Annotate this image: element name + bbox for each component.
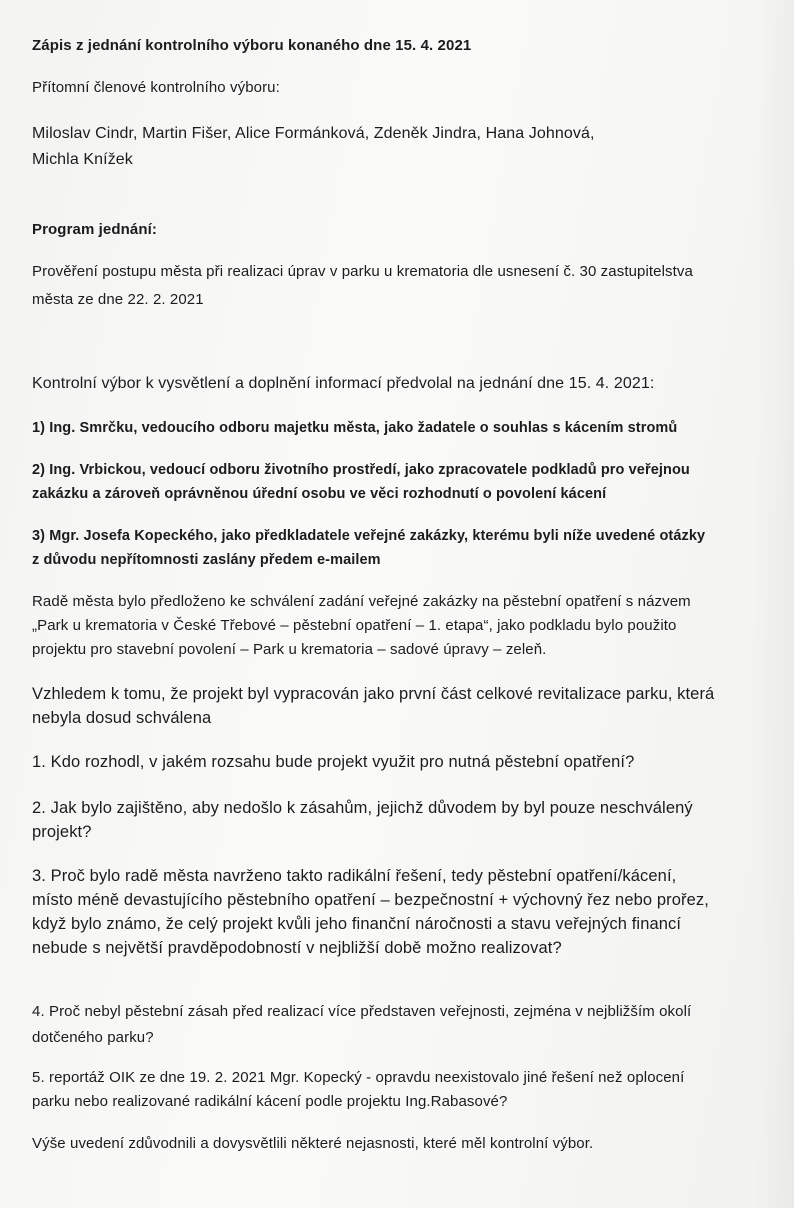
program-heading: Program jednání: bbox=[32, 221, 157, 238]
members-heading: Přítomní členové kontrolního výboru: bbox=[32, 79, 280, 96]
question-1: 1. Kdo rozhodl, v jakém rozsahu bude projekt využit pro nutná pěstební opatření? bbox=[32, 753, 635, 771]
question-3: 3. Proč bylo radě města navrženo takto radikální řešení, tedy pěstební opatření/kácení, bbox=[32, 867, 677, 885]
members-line: Michla Knížek bbox=[32, 151, 133, 168]
question-2: 2. Jak bylo zajištěno, aby nedošlo k zásahům, jejichž důvodem by byl pouze neschválený bbox=[32, 799, 693, 817]
document-title: Zápis z jednání kontrolního výboru konaného dne 15. 4. 2021 bbox=[32, 37, 472, 54]
summoned-person: zakázku a zároveň oprávněnou úřední osobu ve věci rozhodnutí o povolení kácení bbox=[32, 486, 607, 502]
question-4: dotčeného parku? bbox=[32, 1029, 154, 1046]
question-4: 4. Proč nebyl pěstební zásah před realizací více představen veřejnosti, zejména v nejbližším okolí bbox=[32, 1003, 692, 1020]
question-5: 5. reportáž OIK ze dne 19. 2. 2021 Mgr. Kopecký - opravdu neexistovalo jiné řešení než oplocení bbox=[32, 1069, 685, 1086]
question-3: když bylo známo, že celý projekt kvůli jeho finanční náročnosti a stavu veřejných financí bbox=[32, 915, 682, 933]
program-line: města ze dne 22. 2. 2021 bbox=[32, 291, 204, 308]
program-line: Prověření postupu města při realizaci úprav v parku u krematoria dle usnesení č. 30 zastupitelstva bbox=[32, 263, 693, 280]
closing-statement: Výše uvedení zdůvodnili a dovysvětlili některé nejasnosti, které měl kontrolní výbor. bbox=[32, 1135, 594, 1152]
context-line: projektu pro stavební povolení – Park u krematoria – sadové úpravy – zeleň. bbox=[32, 641, 547, 658]
question-3: místo méně devastujícího pěstebního opatření – bezpečnostní + výchovný řez nebo prořez, bbox=[32, 891, 709, 909]
members-line: Miloslav Cindr, Martin Fišer, Alice Formánková, Zdeněk Jindra, Hana Johnová, bbox=[32, 125, 595, 142]
page-edge-shadow bbox=[754, 0, 794, 1208]
question-5: parku nebo realizované radikální kácení podle projektu Ing.Rabasové? bbox=[32, 1093, 508, 1110]
premise-line: nebyla dosud schválena bbox=[32, 709, 212, 727]
question-2: projekt? bbox=[32, 823, 92, 841]
context-line: „Park u krematoria v České Třebové – pěstební opatření – 1. etapa“, jako podkladu bylo použito bbox=[32, 617, 677, 634]
premise-line: Vzhledem k tomu, že projekt byl vypracován jako první část celkové revitalizace parku, která bbox=[32, 685, 715, 703]
summoned-person: 2) Ing. Vrbickou, vedoucí odboru životního prostředí, jako zpracovatele podkladů pro veřejnou bbox=[32, 462, 690, 478]
summoned-person: 3) Mgr. Josefa Kopeckého, jako předkladatele veřejné zakázky, kterému byli níže uvedené otázky bbox=[32, 528, 706, 544]
context-line: Radě města bylo předloženo ke schválení zadání veřejné zakázky na pěstební opatření s názvem bbox=[32, 593, 691, 610]
summons-intro: Kontrolní výbor k vysvětlení a doplnění informací předvolal na jednání dne 15. 4. 2021: bbox=[32, 375, 655, 392]
summoned-person: z důvodu nepřítomnosti zaslány předem e-mailem bbox=[32, 552, 381, 568]
question-3: nebude s největší pravděpodobností v nejbližší době možno realizovat? bbox=[32, 939, 562, 957]
summoned-person: 1) Ing. Smrčku, vedoucího odboru majetku města, jako žadatele o souhlas s kácením stromů bbox=[32, 420, 678, 436]
